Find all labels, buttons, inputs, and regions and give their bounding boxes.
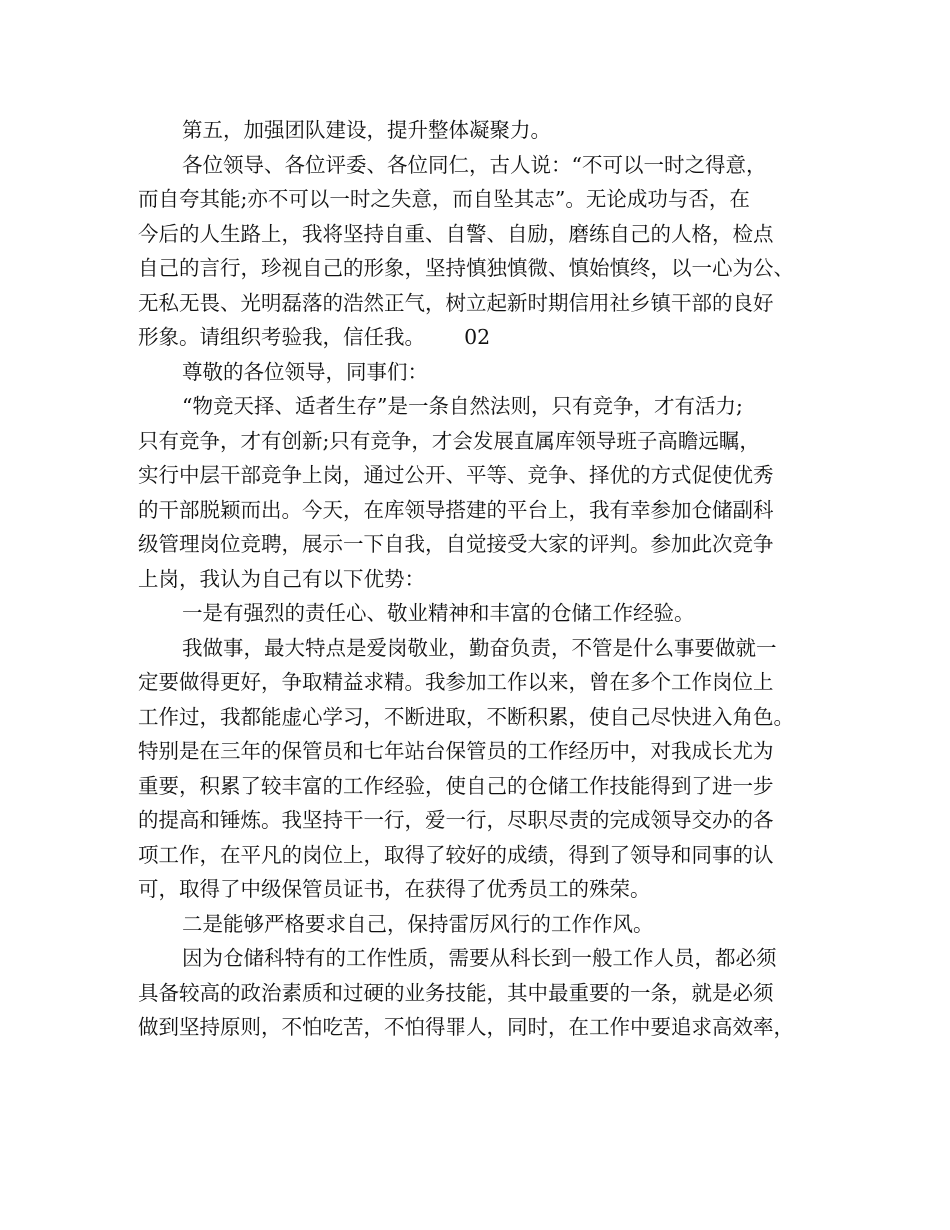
text-line: 做到坚持原则，不怕吃苦，不怕得罪人，同时，在工作中要追求高效率， <box>138 1015 794 1039</box>
text-line: 级管理岗位竞聘，展示一下自我，自觉接受大家的评判。参加此次竞争 <box>138 532 774 556</box>
text-line: 实行中层干部竞争上岗，通过公开、平等、竞争、择优的方式促使优秀 <box>138 463 774 487</box>
text-line: 的干部脱颖而出。今天，在库领导搭建的平台上，我有幸参加仓储副科 <box>138 497 774 522</box>
document-body <box>138 113 838 1045</box>
text-line: 今后的人生路上，我将坚持自重、自警、自励，磨练自己的人格，检点 <box>138 221 774 246</box>
text-line: 第五，加强团队建设，提升整体凝聚力。 <box>182 118 551 142</box>
text-line: “物竞天择、适者生存”是一条自然法则，只有竞争，才有活力; <box>182 394 743 418</box>
text-line: 定要做得更好，争取精益求精。我参加工作以来，曾在多个工作岗位上 <box>138 670 774 694</box>
text-line: 尊敬的各位领导，同事们： <box>182 359 428 384</box>
text-line: 工作过，我都能虚心学习，不断进取，不断积累，使自己尽快进入角色。 <box>138 704 794 729</box>
text-line: 而自夸其能;亦不可以一时之失意，而自坠其志”。无论成功与否，在 <box>138 187 750 211</box>
text-line: 上岗，我认为自己有以下优势： <box>138 566 425 591</box>
text-line: 的提高和锤炼。我坚持干一行，爱一行，尽职尽责的完成领导交办的各 <box>138 808 774 832</box>
text-line: 无私无畏、光明磊落的浩然正气，树立起新时期信用社乡镇干部的良好 <box>138 290 774 315</box>
text-line: 只有竞争，才有创新;只有竞争，才会发展直属库领导班子高瞻远瞩， <box>138 428 760 453</box>
text-line: 项工作，在平凡的岗位上，取得了较好的成绩，得到了领导和同事的认 <box>138 842 774 867</box>
text-line: 重要，积累了较丰富的工作经验，使自己的仓储工作技能得到了进一步 <box>138 773 774 798</box>
text-line: 特别是在三年的保管员和七年站台保管员的工作经历中，对我成长尤为 <box>138 739 774 763</box>
text-line: 二是能够严格要求自己，保持雷厉风行的工作作风。 <box>182 911 654 936</box>
text-line: 我做事，最大特点是爱岗敬业，勤奋负责，不管是什么事要做就一 <box>182 635 777 660</box>
text-line: 各位领导、各位评委、各位同仁，古人说：“不可以一时之得意， <box>182 152 767 177</box>
text-line: 形象。请组织考验我，信任我。 02 <box>138 325 491 349</box>
text-line: 可，取得了中级保管员证书，在获得了优秀员工的殊荣。 <box>138 877 651 901</box>
text-line: 自己的言行，珍视自己的形象，坚持慎独慎微、慎始慎终，以一心为公、 <box>138 256 794 280</box>
text-line: 一是有强烈的责任心、敬业精神和丰富的仓储工作经验。 <box>182 601 695 625</box>
text-line: 具备较高的政治素质和过硬的业务技能，其中最重要的一条，就是必须 <box>138 980 774 1005</box>
text-line: 因为仓储科特有的工作性质，需要从科长到一般工作人员，都必须 <box>182 946 777 970</box>
